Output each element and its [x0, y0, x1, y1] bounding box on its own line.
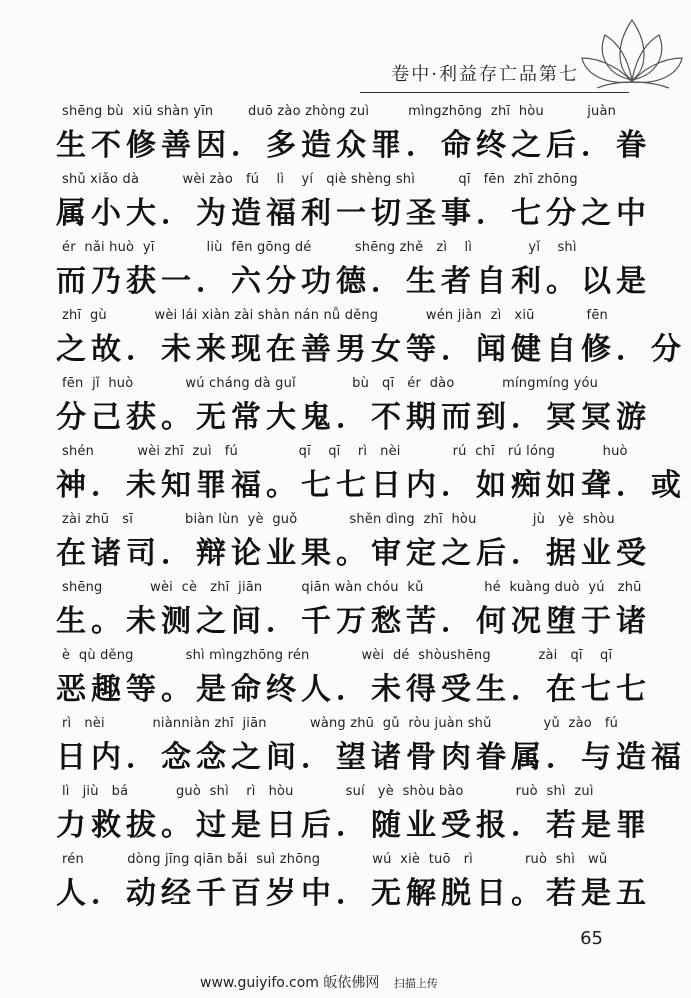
text-line — [56, 648, 651, 716]
chinese-text: 属小大．为造福利一切圣事．七分之中 — [56, 196, 651, 231]
pinyin-annotation: è qù děng shì mìngzhōng rén wèi dé shòushēng zài qī qī — [62, 648, 613, 663]
website-link[interactable]: www.guiyifo.com 皈依佛网 — [200, 975, 380, 991]
text-line — [56, 580, 651, 648]
footer — [200, 972, 438, 992]
pinyin-annotation: shēng bù xiū shàn yīn duō zào zhòng zuì mìngzhōng zhī hòu juàn — [62, 104, 617, 119]
text-line — [56, 376, 651, 444]
chinese-text: 恶趣等。是命终人．未得受生．在七七 — [56, 672, 651, 707]
text-line — [56, 716, 686, 784]
text-line — [56, 784, 651, 852]
chinese-text: 之故．未来现在善男女等．闻健自修．分 — [56, 332, 686, 367]
pinyin-annotation: zài zhū sī biàn lùn yè guǒ shěn dìng zhī hòu jù yè shòu — [62, 512, 615, 527]
page-header — [0, 0, 691, 100]
chinese-text: 在诸司．辩论业果。审定之后．据业受 — [56, 536, 651, 571]
pinyin-annotation: shén wèi zhī zuì fú qī qī rì nèi rú chī rú lóng huò — [62, 444, 628, 459]
chinese-text: 生。未测之间．千万愁苦．何况堕于诸 — [56, 604, 651, 639]
page-number: 65 — [580, 928, 603, 949]
text-line — [56, 240, 651, 308]
text-line — [56, 852, 651, 920]
pinyin-annotation: lì jiù bá guò shì rì hòu suí yè shòu bào ruò shì zuì — [62, 784, 594, 799]
pinyin-annotation: fēn jǐ huò wú cháng dà guǐ bù qī ér dào míngmíng yóu — [62, 376, 599, 391]
chapter-title: 卷中·利益存亡品第七 — [391, 64, 579, 85]
chinese-text: 力救拔。过是日后．随业受报．若是罪 — [56, 808, 651, 843]
pinyin-annotation: shǔ xiǎo dà wèi zào fú lì yí qiè shèng shì qī fēn zhī zhōng — [62, 172, 578, 187]
chinese-text: 而乃获一．六分功德．生者自利。以是 — [56, 264, 651, 299]
text-line — [56, 308, 686, 376]
text-line — [56, 444, 686, 512]
pinyin-annotation: ér nǎi huò yī liù fēn gōng dé shēng zhě zì lì yǐ shì — [62, 240, 577, 255]
pinyin-annotation: rén dòng jīng qiān bǎi suì zhōng wú xiè tuō rì ruò shì wǔ — [62, 852, 608, 867]
chinese-text: 日内．念念之间．望诸骨肉眷属．与造福 — [56, 740, 686, 775]
pinyin-annotation: shēng wèi cè zhī jiān qiān wàn chóu kǔ hé kuàng duò yú zhū — [62, 580, 642, 595]
text-line — [56, 512, 651, 580]
lotus-icon — [577, 10, 687, 95]
pinyin-annotation: zhī gù wèi lái xiàn zài shàn nán nǚ děng wén jiàn zì xiū fēn — [62, 308, 608, 323]
sutra-body — [56, 104, 686, 920]
text-line — [56, 172, 651, 240]
scan-note: 扫描上传 — [393, 977, 438, 990]
text-line — [56, 104, 651, 172]
chinese-text: 神．未知罪福。七七日内．如痴如聋．或 — [56, 468, 686, 503]
chinese-text: 生不修善因．多造众罪．命终之后．眷 — [56, 128, 651, 163]
pinyin-annotation: rì nèi niànniàn zhī jiān wàng zhū gǔ ròu juàn shǔ yǔ zào fú — [62, 716, 619, 731]
chinese-text: 人．动经千百岁中．无解脱日。若是五 — [56, 876, 651, 911]
chinese-text: 分己获。无常大鬼．不期而到．冥冥游 — [56, 400, 651, 435]
